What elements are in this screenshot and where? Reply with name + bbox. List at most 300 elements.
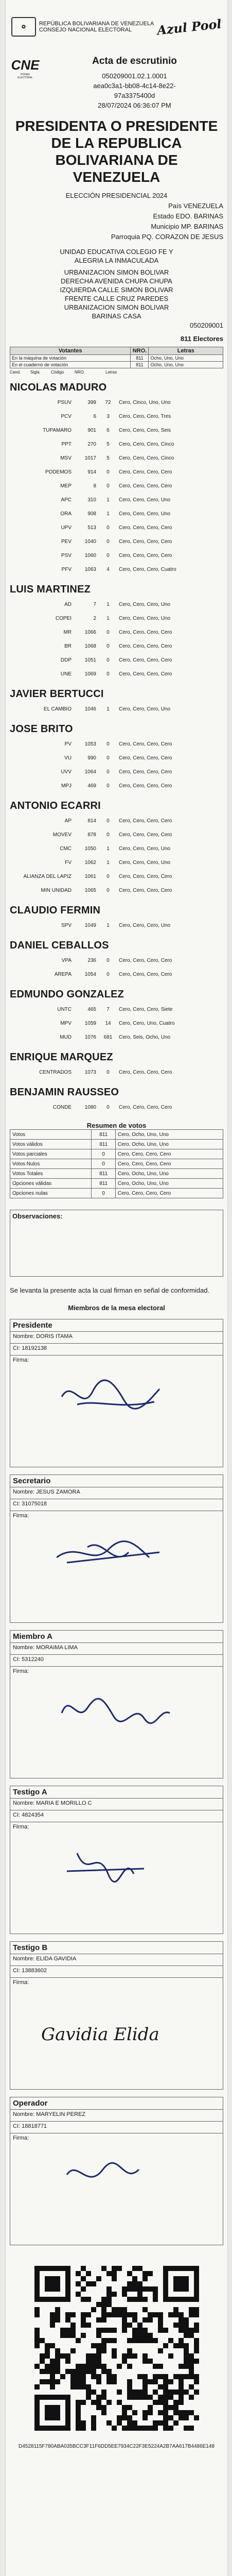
handwritten-signature-icon: Azul Pool <box>156 16 223 38</box>
qr-module <box>76 2364 81 2369</box>
org-codigo: 513 <box>87 525 96 531</box>
qr-module <box>153 2420 158 2426</box>
qr-module <box>34 2286 40 2292</box>
org-sigla: COPEI <box>55 616 72 621</box>
qr-module <box>50 2405 55 2410</box>
qr-module <box>189 2307 194 2312</box>
org-votos: 0 <box>106 741 110 747</box>
org-row <box>10 919 223 933</box>
qr-module <box>132 2389 137 2395</box>
member-block <box>10 1786 223 1934</box>
qr-module <box>142 2359 148 2364</box>
org-row <box>10 479 223 493</box>
member-block <box>10 1941 223 2090</box>
qr-module <box>112 2276 117 2281</box>
qr-module <box>76 2292 81 2297</box>
org-letras: Cero, Cero, Cero, Cinco <box>119 442 174 447</box>
qr-module <box>112 2307 117 2312</box>
qr-module <box>142 2389 148 2395</box>
org-votos: 1 <box>106 860 110 866</box>
qr-module <box>163 2379 168 2384</box>
signature-area <box>10 1511 223 1622</box>
qr-module <box>70 2348 76 2353</box>
qr-module <box>137 2266 142 2271</box>
cell: Cero, Cero, Cero, Cero <box>115 1159 223 1169</box>
qr-module <box>179 2312 184 2317</box>
qr-module <box>184 2410 189 2415</box>
qr-module <box>70 2323 76 2328</box>
org-letras: Cero, Cero, Cero, Cero <box>119 888 172 893</box>
qr-module <box>70 2379 76 2384</box>
col-codigo: Código <box>51 370 64 375</box>
acta-title: Acta de escrutinio <box>92 56 177 66</box>
cell: Votos <box>10 1130 92 1140</box>
col-votantes: Votantes <box>10 347 131 355</box>
handwritten-signature: Gavidia Elida <box>41 2024 159 2045</box>
qr-module <box>34 2328 40 2333</box>
signature-area <box>10 1355 223 1467</box>
org-letras: Cero, Cero, Cero, Cero <box>119 741 172 747</box>
qr-module <box>122 2323 127 2328</box>
qr-module <box>184 2343 189 2348</box>
qr-module <box>76 2400 81 2405</box>
qr-module <box>60 2374 65 2379</box>
cell: 811 <box>131 355 149 362</box>
qr-module <box>194 2338 199 2343</box>
org-sigla: PODEMOS <box>45 469 72 475</box>
resumen-table <box>10 1129 223 1198</box>
cell: Votos Totales <box>10 1169 92 1179</box>
qr-module <box>163 2266 168 2271</box>
org-votos: 1 <box>106 923 110 928</box>
org-votos: 0 <box>106 972 110 977</box>
qr-module <box>148 2410 153 2415</box>
qr-module <box>112 2292 117 2297</box>
org-letras: Cero, Cero, Cero, Uno <box>119 706 171 712</box>
qr-module <box>137 2286 142 2292</box>
org-codigo: 1065 <box>84 888 96 893</box>
acta-receipt <box>5 0 228 2576</box>
qr-module <box>106 2297 112 2302</box>
org-row <box>10 737 223 751</box>
qr-module <box>86 2395 91 2400</box>
qr-module <box>45 2266 50 2271</box>
centro-line: ALEGRIA LA INMACULADA <box>74 257 159 264</box>
candidate-name: ANTONIO ECARRI <box>10 800 101 811</box>
cell: Cero, Ocho, Uno, Uno <box>115 1140 223 1149</box>
org-sigla: MR <box>63 630 72 635</box>
org-row <box>10 765 223 779</box>
org-sigla: VPA <box>61 958 72 963</box>
org-sigla: PSV <box>61 553 72 558</box>
qr-module <box>173 2312 179 2317</box>
qr-module <box>40 2395 45 2400</box>
qr-module <box>127 2420 132 2426</box>
qr-module <box>153 2364 158 2369</box>
qr-module <box>194 2297 199 2302</box>
candidate-name: JAVIER BERTUCCI <box>10 688 104 700</box>
qr-module <box>34 2281 40 2286</box>
firma-label: Firma: <box>13 1357 29 1363</box>
qr-module <box>101 2405 106 2410</box>
qr-module <box>194 2359 199 2364</box>
qr-module <box>76 2338 81 2343</box>
qr-module <box>101 2348 106 2353</box>
org-codigo: 1017 <box>84 455 96 461</box>
cell: En la máquina de votación <box>10 355 131 362</box>
qr-module <box>50 2364 55 2369</box>
qr-module <box>81 2317 86 2323</box>
qr-module <box>34 2415 40 2420</box>
qr-module <box>91 2426 96 2431</box>
org-sigla: ORA <box>60 511 72 517</box>
qr-module <box>179 2400 184 2405</box>
org-row <box>10 779 223 793</box>
qr-module <box>189 2369 194 2374</box>
org-row <box>10 410 223 423</box>
qr-module <box>142 2374 148 2379</box>
qr-module <box>132 2266 137 2271</box>
qr-module <box>184 2426 189 2431</box>
org-sigla: MOVEV <box>52 832 72 838</box>
org-row <box>10 598 223 612</box>
qr-module <box>132 2395 137 2400</box>
org-letras: Cero, Cero, Cero, Cero <box>119 630 172 635</box>
org-sigla: CMC <box>60 846 72 852</box>
org-codigo: 1054 <box>84 972 96 977</box>
conformidad-text: Se levanta la presente acta la cual firman en señal de conformidad. <box>10 1286 210 1294</box>
qr-module <box>153 2426 158 2431</box>
qr-module <box>96 2276 101 2281</box>
org-row <box>10 1030 223 1044</box>
qr-module <box>142 2317 148 2323</box>
qr-module <box>96 2359 101 2364</box>
qr-module <box>91 2374 96 2379</box>
qr-module <box>81 2400 86 2405</box>
org-sigla: AP <box>64 818 72 824</box>
qr-module <box>70 2369 76 2374</box>
centro-line: IZQUIERDA CALLE SIMON BOLIVAR <box>60 286 173 294</box>
qr-module <box>122 2426 127 2431</box>
footer-hash: D4528115F780ABA035BCC3F11F6DD5EE7934C22F3E5224A2B7AA617B4486E148 <box>18 2444 215 2449</box>
qr-module <box>194 2292 199 2297</box>
qr-module <box>50 2297 55 2302</box>
qr-module <box>55 2266 60 2271</box>
org-sigla: SPV <box>61 923 72 928</box>
qr-module <box>76 2426 81 2431</box>
qr-module <box>101 2343 106 2348</box>
table-row <box>10 355 223 362</box>
org-codigo: 1068 <box>84 643 96 649</box>
org-letras: Cero, Cero, Cero, Cero <box>119 525 172 531</box>
qr-module <box>55 2415 60 2420</box>
org-letras: Cero, Seis, Ocho, Uno <box>119 1035 171 1040</box>
qr-module <box>112 2348 117 2353</box>
qr-module <box>194 2389 199 2395</box>
qr-module <box>91 2400 96 2405</box>
org-row <box>10 1100 223 1114</box>
qr-module <box>153 2379 158 2384</box>
qr-module <box>101 2297 106 2302</box>
org-votos: 0 <box>106 539 110 545</box>
qr-module <box>137 2323 142 2328</box>
org-codigo: 878 <box>87 832 96 838</box>
qr-module <box>127 2353 132 2359</box>
qr-module <box>194 2307 199 2312</box>
qr-module <box>137 2333 142 2338</box>
org-letras: Cero, Cero, Cero, Cero <box>119 783 172 789</box>
qr-module <box>40 2266 45 2271</box>
qr-module <box>45 2348 50 2353</box>
qr-module <box>163 2292 168 2297</box>
qr-module <box>132 2410 137 2415</box>
qr-module <box>65 2353 70 2359</box>
qr-module <box>40 2338 45 2343</box>
qr-module <box>163 2400 168 2405</box>
qr-module <box>106 2379 112 2384</box>
qr-module <box>45 2405 50 2410</box>
org-row <box>10 870 223 884</box>
qr-module <box>179 2379 184 2384</box>
qr-module <box>132 2286 137 2292</box>
org-letras: Cero, Cero, Cero, Cero <box>119 1105 172 1110</box>
cell: Opciones nulas <box>10 1189 92 1198</box>
qr-module <box>189 2364 194 2369</box>
org-votos: 0 <box>106 469 110 475</box>
qr-module <box>91 2389 96 2395</box>
cell: Cero, Ocho, Uno, Uno <box>115 1169 223 1179</box>
qr-module <box>45 2415 50 2420</box>
qr-module <box>34 2343 40 2348</box>
qr-module <box>122 2353 127 2359</box>
org-votos: 0 <box>106 630 110 635</box>
qr-module <box>173 2374 179 2379</box>
qr-module <box>127 2405 132 2410</box>
member-nombre: Nombre: MARYELIN PEREZ <box>10 2110 223 2122</box>
org-letras: Cero, Cero, Cero, Seis <box>119 428 171 433</box>
qr-module <box>55 2426 60 2431</box>
qr-module <box>173 2410 179 2415</box>
qr-module <box>55 2286 60 2292</box>
qr-module <box>50 2384 55 2389</box>
org-votos: 0 <box>106 483 110 489</box>
org-votos: 1 <box>106 602 110 607</box>
col-cand: Cand. <box>10 370 21 375</box>
member-block <box>10 1319 223 1467</box>
qr-module <box>153 2312 158 2317</box>
cne-logo-icon: CNE PODER ELECTORAL <box>11 57 40 79</box>
qr-module <box>91 2343 96 2348</box>
qr-module <box>86 2271 91 2276</box>
qr-module <box>76 2415 81 2420</box>
org-row <box>10 535 223 549</box>
org-codigo: 1080 <box>84 1105 96 1110</box>
org-row <box>10 751 223 765</box>
qr-module <box>142 2384 148 2389</box>
acta-datetime: 28/07/2024 06:36:07 PM <box>98 101 171 109</box>
org-letras: Cero, Cero, Cero, Cero <box>119 469 172 475</box>
qr-module <box>173 2297 179 2302</box>
org-votos: 0 <box>106 525 110 531</box>
signature-icon <box>57 1376 180 1428</box>
qr-module <box>184 2415 189 2420</box>
org-letras: Cero, Cero, Cero, Siete <box>119 1007 173 1012</box>
qr-module <box>168 2415 173 2420</box>
org-codigo: 1050 <box>84 846 96 852</box>
qr-module <box>137 2328 142 2333</box>
qr-module <box>179 2410 184 2415</box>
qr-module <box>55 2364 60 2369</box>
qr-module <box>158 2312 163 2317</box>
qr-module <box>137 2374 142 2379</box>
qr-module <box>45 2395 50 2400</box>
org-votos: 0 <box>106 958 110 963</box>
qr-module <box>168 2405 173 2410</box>
qr-module <box>106 2328 112 2333</box>
qr-module <box>70 2333 76 2338</box>
table-row <box>10 1179 223 1189</box>
org-sigla: PFV <box>61 567 72 572</box>
org-letras: Cero, Cero, Cero, Cero <box>119 483 172 489</box>
qr-module <box>50 2286 55 2292</box>
table-row <box>10 1149 223 1159</box>
qr-module <box>122 2359 127 2364</box>
centro-line: UNIDAD EDUCATIVA COLEGIO FE Y <box>60 248 173 256</box>
qr-module <box>65 2369 70 2374</box>
org-codigo: 465 <box>87 1007 96 1012</box>
centro-line: FRENTE CALLE CRUZ PAREDES <box>64 295 169 302</box>
col-nro: NRO. <box>75 370 85 375</box>
qr-module <box>70 2312 76 2317</box>
qr-module <box>194 2323 199 2328</box>
org-letras: Cero, Cero, Cero, Cero <box>119 1070 172 1075</box>
cell: 0 <box>92 1159 115 1169</box>
qr-module <box>101 2317 106 2323</box>
qr-module <box>50 2410 55 2415</box>
org-letras: Cero, Cero, Cero, Cero <box>119 958 172 963</box>
qr-module <box>60 2328 65 2333</box>
centro-address <box>10 247 223 320</box>
qr-module <box>55 2410 60 2415</box>
qr-module <box>168 2353 173 2359</box>
qr-module <box>158 2400 163 2405</box>
org-codigo: 1073 <box>84 1070 96 1075</box>
qr-module <box>91 2415 96 2420</box>
centro-line: DERECHA AVENIDA CHUPA CHUPA <box>61 277 172 285</box>
qr-module <box>142 2276 148 2281</box>
qr-module <box>184 2317 189 2323</box>
firma-label: Firma: <box>13 1979 29 1986</box>
qr-module <box>55 2281 60 2286</box>
candidate-name: NICOLAS MADURO <box>10 382 107 393</box>
org-row <box>10 625 223 639</box>
col-letras: Letras <box>105 370 117 375</box>
qr-module <box>86 2384 91 2389</box>
qr-module <box>132 2420 137 2426</box>
qr-module <box>163 2395 168 2400</box>
qr-module <box>91 2420 96 2426</box>
candidate-name: LUIS MARTINEZ <box>10 584 91 595</box>
qr-module <box>81 2333 86 2338</box>
qr-module <box>158 2374 163 2379</box>
candidate-name: BENJAMIN RAUSSEO <box>10 1087 119 1098</box>
election-name: ELECCIÓN PRESIDENCIAL 2024 <box>65 192 168 199</box>
qr-module <box>112 2271 117 2276</box>
qr-module <box>34 2364 40 2369</box>
org-codigo: 1059 <box>84 1021 96 1026</box>
qr-module <box>184 2297 189 2302</box>
org-votos: 3 <box>106 414 110 419</box>
org-row <box>10 507 223 521</box>
qr-module <box>106 2312 112 2317</box>
qr-module <box>179 2266 184 2271</box>
cell: Votos Nulos <box>10 1159 92 1169</box>
org-codigo: 1066 <box>84 630 96 635</box>
org-sigla: VU <box>64 755 72 761</box>
qr-module <box>81 2374 86 2379</box>
qr-module <box>173 2276 179 2281</box>
qr-module <box>101 2410 106 2415</box>
org-sigla: FV <box>65 860 72 866</box>
qr-module <box>132 2317 137 2323</box>
org-row <box>10 396 223 410</box>
miembros-title: Miembros de la mesa electoral <box>68 1304 165 1312</box>
qr-module <box>34 2266 40 2271</box>
qr-module <box>132 2353 137 2359</box>
qr-module <box>179 2323 184 2328</box>
cell: Cero, Ocho, Uno, Uno <box>115 1179 223 1189</box>
qr-module <box>127 2338 132 2343</box>
table-row <box>10 1189 223 1198</box>
org-row <box>10 1016 223 1030</box>
qr-module <box>168 2379 173 2384</box>
qr-module <box>76 2374 81 2379</box>
qr-module <box>45 2286 50 2292</box>
qr-module <box>148 2395 153 2400</box>
qr-module <box>163 2286 168 2292</box>
qr-module <box>179 2415 184 2420</box>
qr-module <box>142 2415 148 2420</box>
org-letras: Cero, Cero, Cero, Cero <box>119 832 172 838</box>
qr-module <box>132 2426 137 2431</box>
qr-module <box>142 2286 148 2292</box>
qr-module <box>40 2359 45 2364</box>
org-row <box>10 653 223 667</box>
qr-module <box>65 2426 70 2431</box>
org-sigla: MEP <box>60 483 72 489</box>
member-ci: CI: 18192138 <box>10 1344 223 1355</box>
qr-module <box>163 2328 168 2333</box>
org-sigla: MUD <box>60 1035 72 1040</box>
qr-module <box>106 2400 112 2405</box>
qr-module <box>60 2333 65 2338</box>
firma-label: Firma: <box>13 2135 29 2141</box>
qr-module <box>45 2297 50 2302</box>
org-letras: Cero, Cero, Cero, Cero <box>119 553 172 558</box>
org-votos: 0 <box>106 553 110 558</box>
qr-module <box>60 2266 65 2271</box>
qr-module <box>65 2271 70 2276</box>
org-codigo: 1063 <box>84 567 96 572</box>
qr-module <box>50 2276 55 2281</box>
qr-module <box>189 2353 194 2359</box>
qr-module <box>34 2276 40 2281</box>
org-row <box>10 814 223 828</box>
qr-module <box>153 2400 158 2405</box>
candidate-name: JOSE BRITO <box>10 723 73 735</box>
qr-module <box>55 2312 60 2317</box>
qr-module <box>179 2389 184 2395</box>
